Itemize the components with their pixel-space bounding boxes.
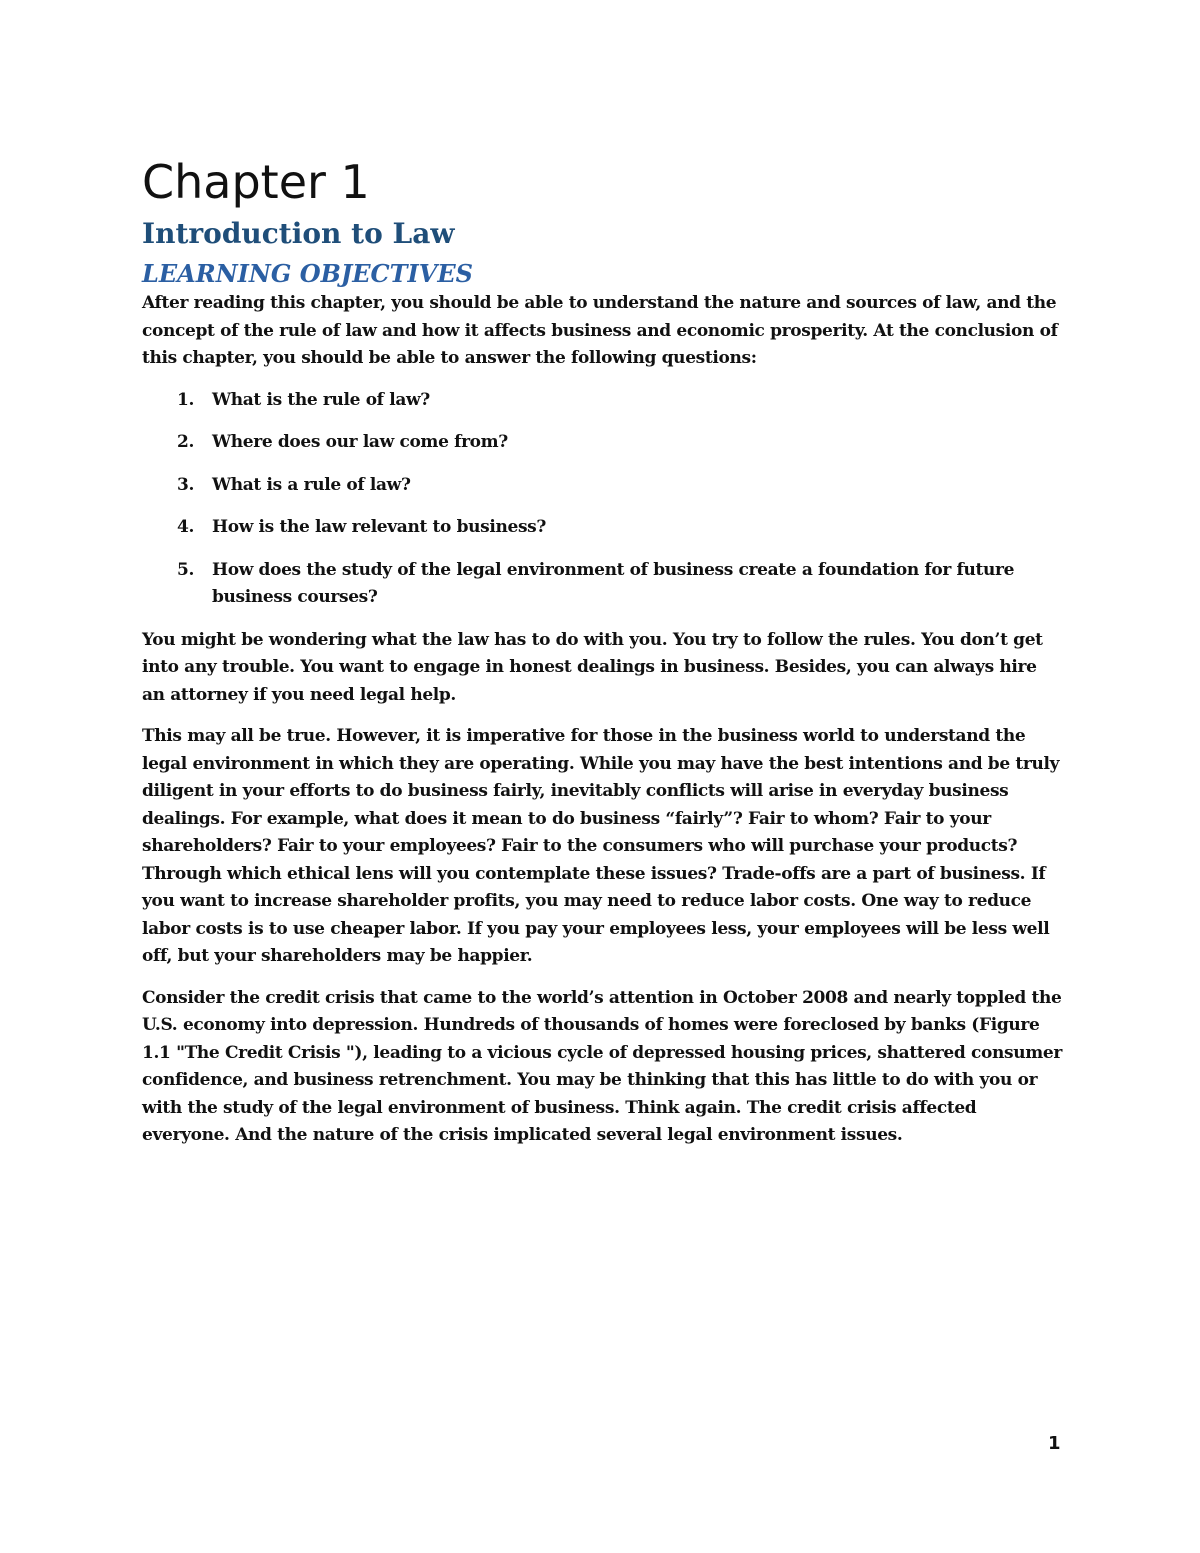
list-item-number: 3. [177, 474, 195, 495]
body-paragraph: Consider the credit crisis that came to the world’s attention in October 2008 and nearly toppled the U.S. economy into depression. Hundreds of thousands of homes were foreclosed by banks (Figure 1.1 "The Credit Crisis "), leading to a vicious cycle of depressed housing prices, shattered consumer confidence, and business retrenchment. You may be thinking that this has little to do with you or with the study of the legal environment of business. Think again. The credit crisis affected everyone. And the nature of the crisis implicated several legal environment issues. [142, 987, 1062, 1145]
list-item-number: 1. [177, 389, 195, 410]
list-item-text: How is the law relevant to business? [212, 517, 547, 537]
list-item-number: 5. [177, 559, 195, 580]
page-number: 1 [1048, 1433, 1061, 1454]
chapter-title: Chapter 1 [142, 155, 370, 209]
list-item [142, 557, 1062, 612]
objectives-list [142, 387, 1062, 612]
list-item [142, 387, 1062, 415]
learning-objectives-intro: After reading this chapter, you should be able to understand the nature and sources of law, and the concept of the rule of law and how it affects business and economic prosperity. At the conclusion of this chapter, you should be able to answer the following questions: [142, 293, 1058, 368]
body-paragraph: This may all be true. However, it is imperative for those in the business world to understand the legal environment in which they are operating. While you may have the best intentions and be truly diligent in your efforts to do business fairly, inevitably conflicts will arise in everyday business dealings. For example, what does it mean to do business “fairly”? Fair to whom? Fair to your shareholders? Fair to your employees? Fair to the consumers who will purchase your products? Through which ethical lens will you contemplate these issues? Trade-offs are a part of business. If you want to increase shareholder profits, you may need to reduce labor costs. One way to reduce labor costs is to use cheaper labor. If you pay your employees less, your employees will be less well off, but your shareholders may be happier. [142, 726, 1060, 966]
list-item [142, 429, 1062, 457]
chapter-subtitle: Introduction to Law [142, 217, 455, 250]
list-item-text: How does the study of the legal environment of business create a foundation for future business courses? [212, 559, 1015, 607]
page-content [142, 152, 1062, 1150]
list-item-text: What is a rule of law? [212, 474, 411, 495]
body-paragraph: You might be wondering what the law has to do with you. You try to follow the rules. You don’t get into any trouble. You want to engage in honest dealings in business. Besides, you can always hire an attorney if you need legal help. [142, 629, 1043, 705]
list-item [142, 472, 1062, 500]
list-item-number: 4. [177, 517, 195, 537]
list-item [142, 514, 1062, 542]
learning-objectives-heading: LEARNING OBJECTIVES [142, 259, 473, 288]
list-item-text: What is the rule of law? [212, 389, 430, 410]
list-item-number: 2. [177, 432, 195, 452]
list-item-text: Where does our law come from? [212, 432, 508, 452]
